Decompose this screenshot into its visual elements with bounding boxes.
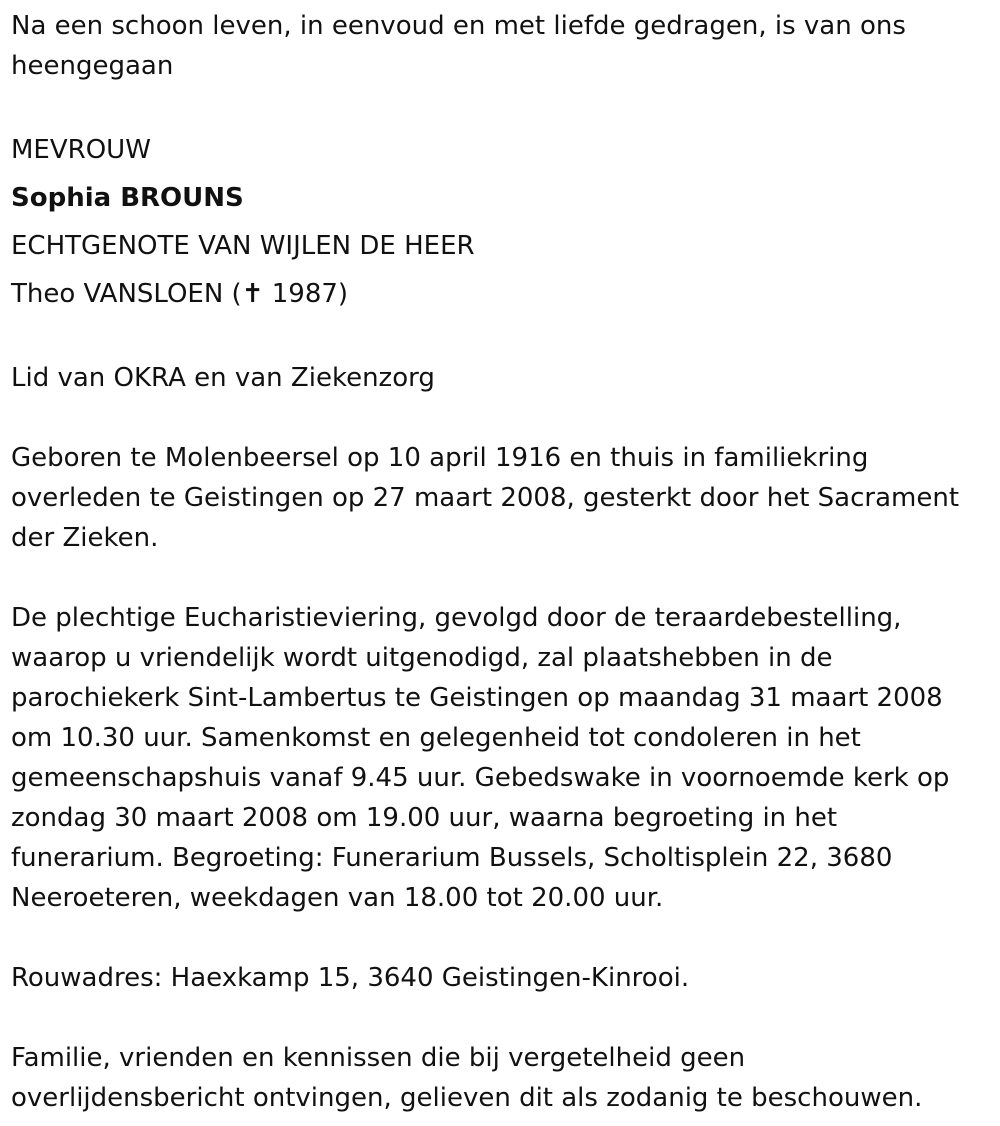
spacer xyxy=(11,318,991,358)
intro-line-2: heengegaan xyxy=(11,51,174,81)
mourning-address: Rouwadres: Haexkamp 15, 3640 Geistingen-Kinrooi. xyxy=(11,963,690,993)
ceremony-line-1: De plechtige Eucharistieviering, gevolgd door de teraardebestelling, xyxy=(11,603,902,633)
ceremony-line-2: waarop u vriendelijk wordt uitgenodigd, zal plaatshebben in de xyxy=(11,643,833,673)
spacer xyxy=(11,998,991,1038)
membership: Lid van OKRA en van Ziekenzorg xyxy=(11,363,435,393)
spacer xyxy=(11,86,991,126)
ceremony-line-6: zondag 30 maart 2008 om 19.00 uur, waarna begroeting in het xyxy=(11,803,838,833)
ceremony-line-4: om 10.30 uur. Samenkomst en gelegenheid tot condoleren in het xyxy=(11,723,861,753)
birth-death-line-1: Geboren te Molenbeersel op 10 april 1916 en thuis in familiekring xyxy=(11,443,869,473)
closing-line-2: overlijdensbericht ontvingen, gelieven dit als zodanig te beschouwen. xyxy=(11,1083,923,1113)
birth-death-line-3: der Zieken. xyxy=(11,523,159,553)
cross-icon: ✝ xyxy=(241,279,264,309)
title-prefix: MEVROUW xyxy=(11,135,151,165)
ceremony-line-7: funerarium. Begroeting: Funerarium Bussels, Scholtisplein 22, 3680 xyxy=(11,843,893,873)
death-notice xyxy=(11,6,991,1118)
spouse-name: Theo VANSLOEN ( xyxy=(11,279,242,309)
spacer xyxy=(11,558,991,598)
closing-line-1: Familie, vrienden en kennissen die bij vergetelheid geen xyxy=(11,1043,746,1073)
ceremony-line-8: Neeroeteren, weekdagen van 18.00 tot 20.00 uur. xyxy=(11,883,664,913)
deceased-name: Sophia BROUNS xyxy=(11,183,244,213)
spacer xyxy=(11,918,991,958)
ceremony-line-5: gemeenschapshuis vanaf 9.45 uur. Gebedswake in voornoemde kerk op xyxy=(11,763,950,793)
ceremony-line-3: parochiekerk Sint-Lambertus te Geistingen op maandag 31 maart 2008 xyxy=(11,683,943,713)
birth-death-line-2: overleden te Geistingen op 27 maart 2008, gesterkt door het Sacrament xyxy=(11,483,960,513)
spouse-name-line xyxy=(11,270,991,318)
spacer xyxy=(11,398,991,438)
intro-line-1: Na een schoon leven, in eenvoud en met liefde gedragen, is van ons xyxy=(11,11,906,41)
spouse-relation: ECHTGENOTE VAN WIJLEN DE HEER xyxy=(11,231,475,261)
spouse-death-year: 1987) xyxy=(271,279,349,309)
